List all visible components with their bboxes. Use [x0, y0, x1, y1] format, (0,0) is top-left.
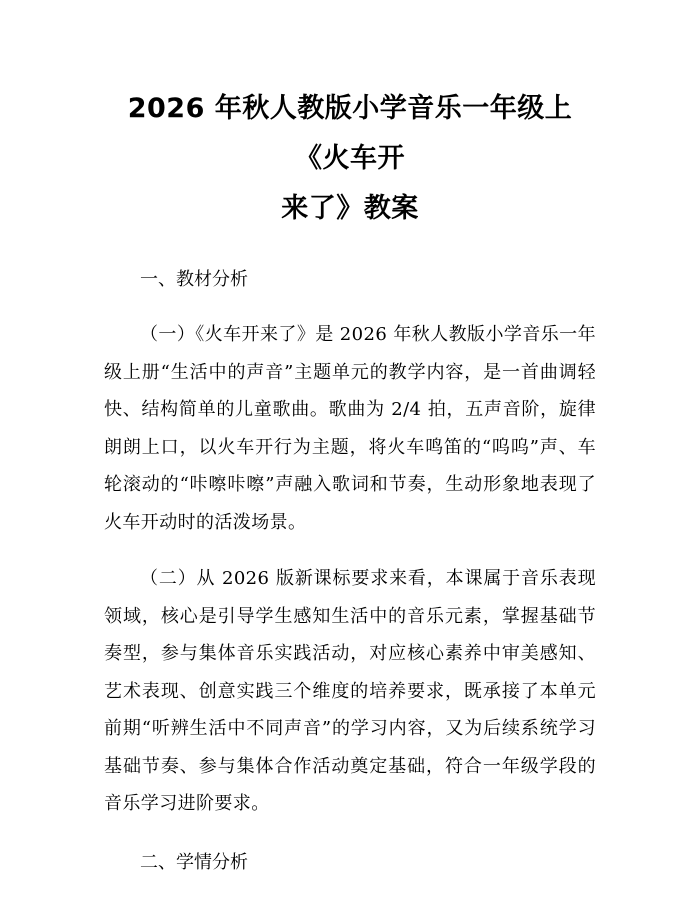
paragraph-2: （二）从 2026 版新课标要求来看，本课属于音乐表现领域，核心是引导学生感知生活中的音乐元素，掌握基础节奏型，参与集体音乐实践活动，对应核心素养中审美感知、艺术表现、创意实践三个维度的培养要求，既承接了本单元前期“听辨生活中不同声音”的学习内容，又为后续系统学习基础节奏、参与集体合作活动奠定基础，符合一年级学段的音乐学习进阶要求。 — [104, 568, 596, 814]
document-title — [104, 0, 596, 234]
paragraph-1: （一）《火车开来了》是 2026 年秋人教版小学音乐一年级上册“生活中的声音”主题单元的教学内容，是一首曲调轻快、结构简单的儿童歌曲。歌曲为 2/4 拍，五声音阶，旋律朗朗上口，以火车开行为主题，将火车鸣笛的“呜呜”声、车轮滚动的“咔嚓咔嚓”声融入歌词和节奏，生动形象地表现了火车开动时的活泼场景。 — [104, 324, 596, 533]
title-line-1: 2026 年秋人教版小学音乐一年级上《火车开 — [127, 93, 573, 174]
section-heading-textbook-analysis: 一、教材分析 — [140, 269, 248, 290]
section-heading-learner-analysis: 二、学情分析 — [140, 851, 248, 873]
title-line-2: 来了》教案 — [281, 193, 419, 224]
